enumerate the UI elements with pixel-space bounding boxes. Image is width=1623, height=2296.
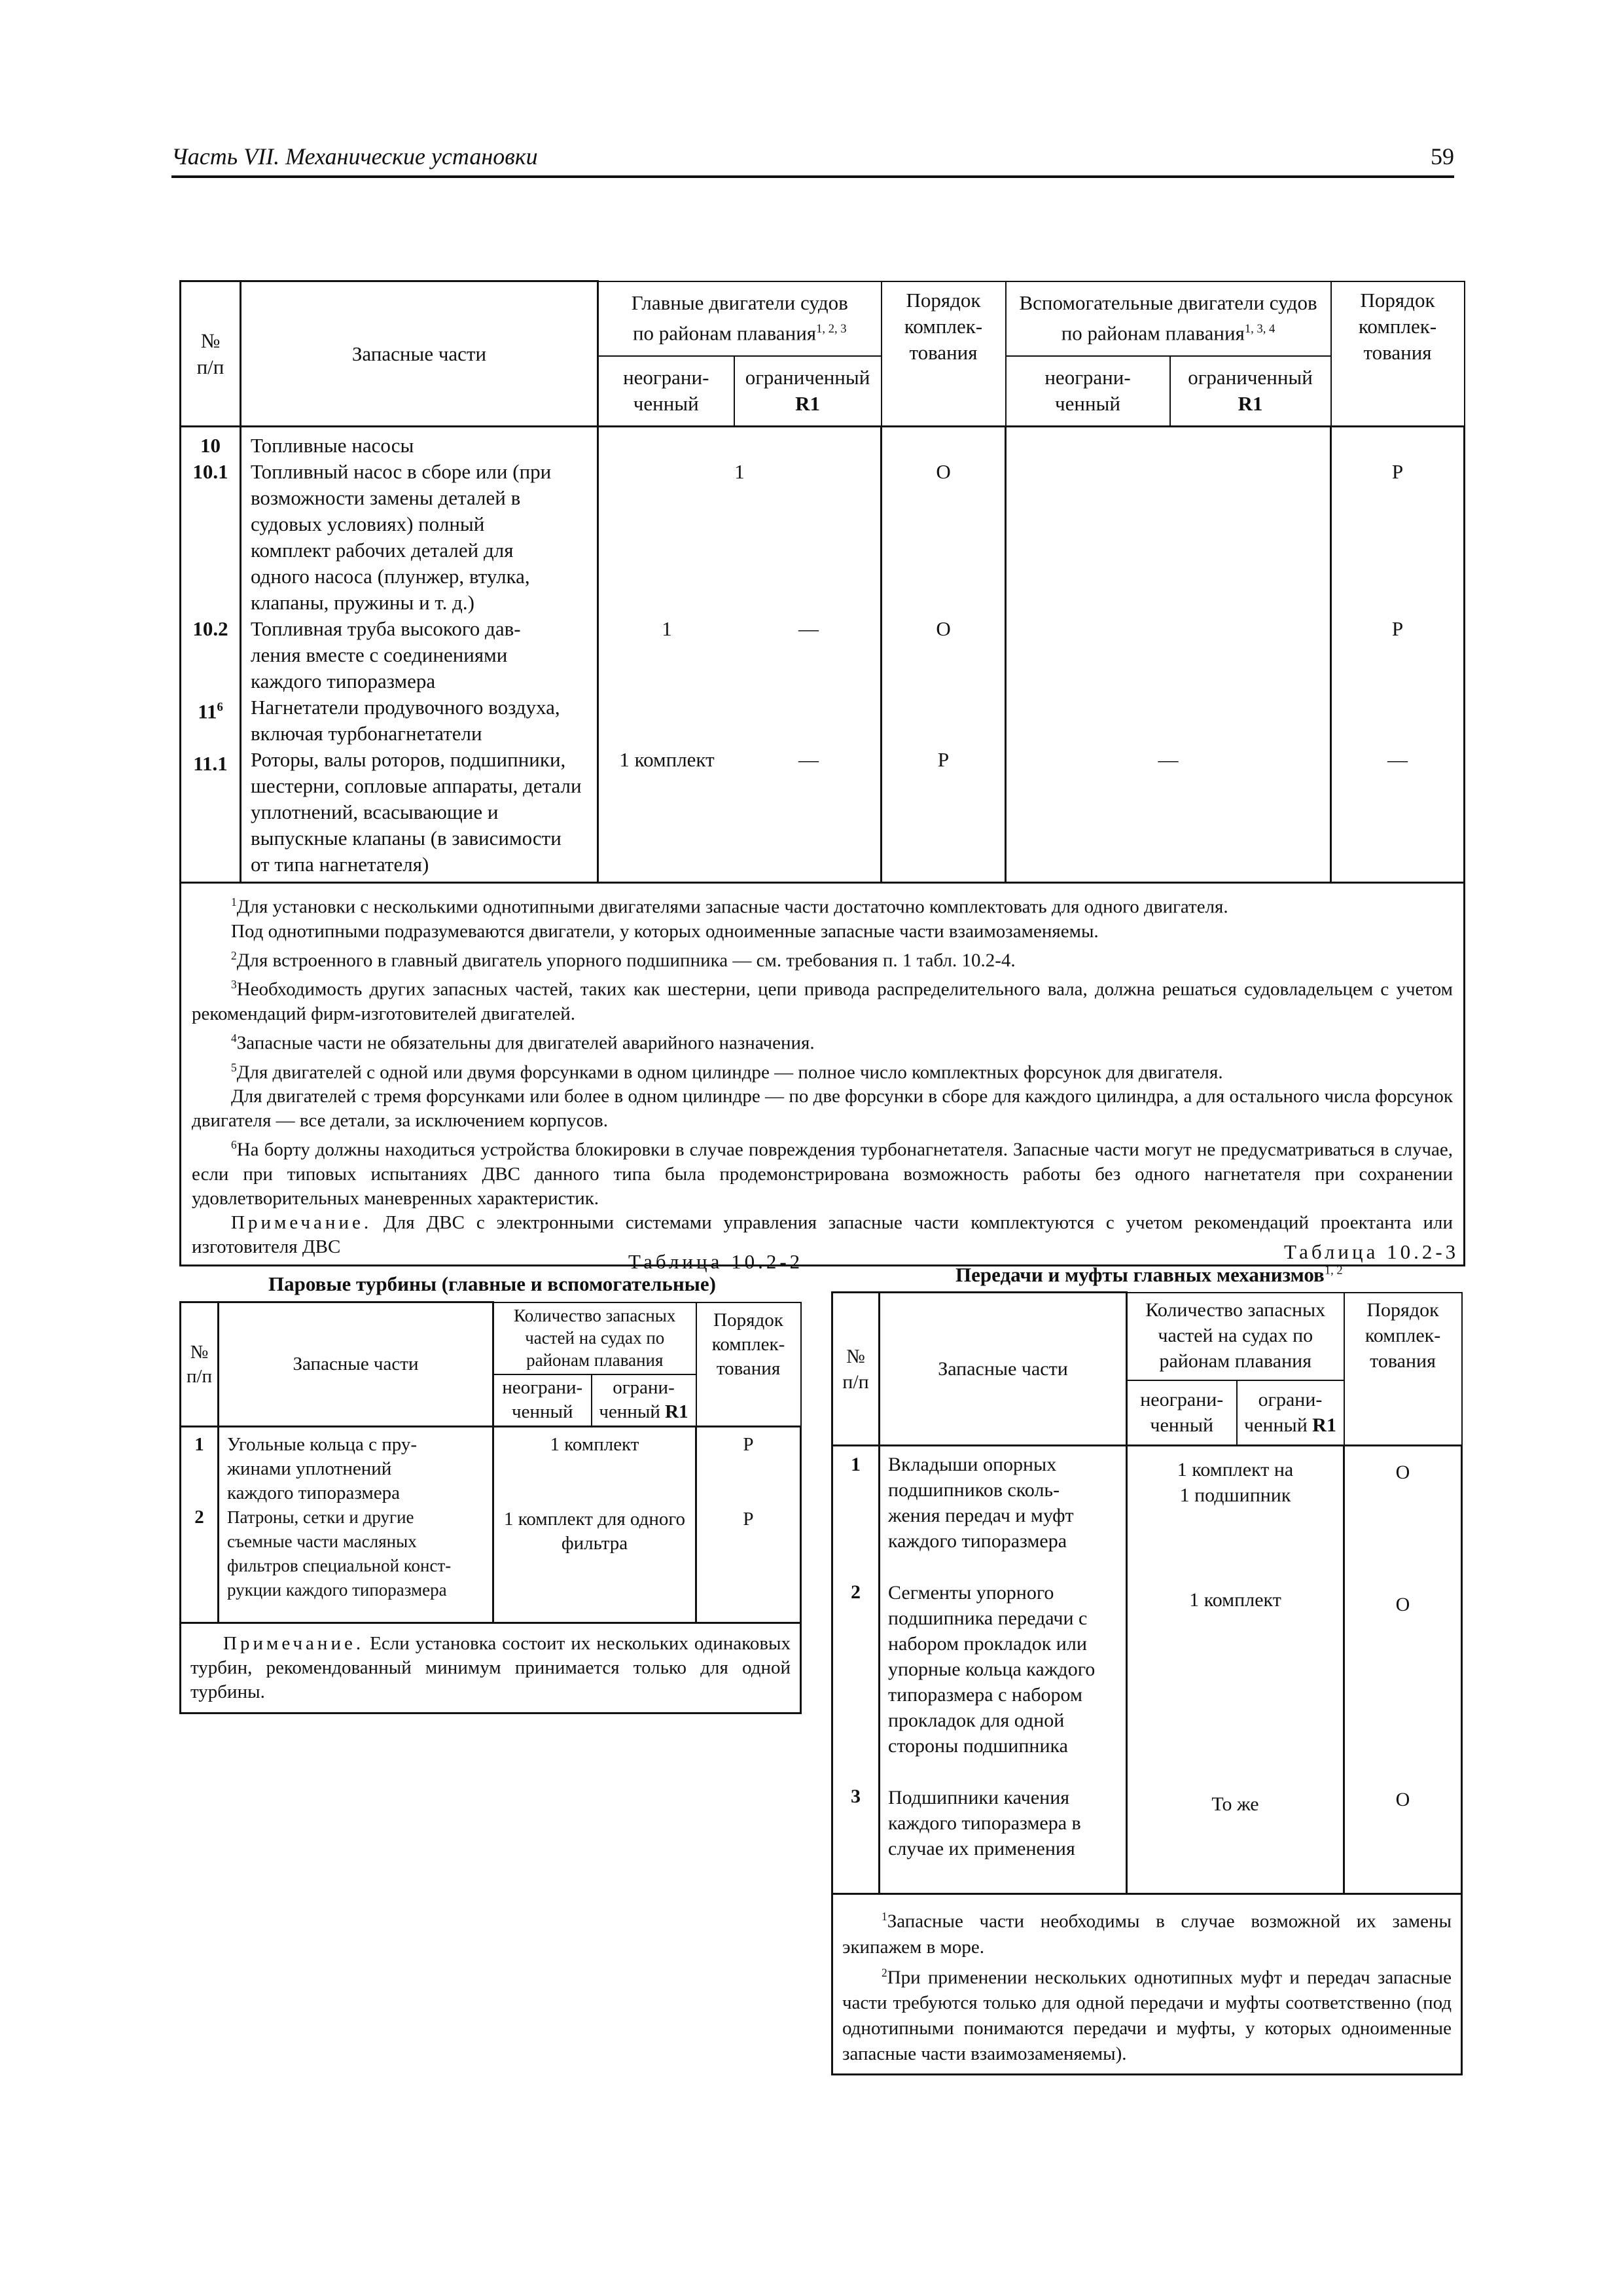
r101-order-aux: Р — [1391, 460, 1404, 483]
row-numbers-cell — [832, 1446, 880, 1894]
gears-couplings-spare-parts-table — [831, 1291, 1463, 2075]
row-2-line: типоразмера с набором — [888, 1684, 1082, 1706]
footnotes-cell — [181, 1623, 801, 1713]
header-rule — [171, 175, 1454, 178]
row-1-qty: 1 комплект на 1 подшипник — [1177, 1459, 1294, 1506]
row-number-2: 2 — [194, 1507, 204, 1528]
row-2-line: упорные кольца каждого — [888, 1659, 1096, 1680]
col-header-order-aux: Порядок комплек- тования — [1331, 281, 1465, 427]
row-11-1-line: шестерни, сопловые аппараты, детали — [251, 774, 582, 797]
row-10-2-line: Топливная труба высокого дав- — [251, 617, 521, 640]
r101-main-qty: 1 — [734, 460, 745, 483]
row-1-order: Р — [743, 1434, 754, 1455]
row-2-qty: 1 комплект — [1189, 1589, 1281, 1611]
engine-spare-parts-table — [179, 280, 1465, 1266]
row-2-line: прокладок для одной — [888, 1710, 1065, 1731]
row-3-line: Подшипники качения — [888, 1787, 1070, 1808]
col-header-order: Порядок комплек- тования — [1344, 1293, 1462, 1446]
r111-order-aux: — — [1387, 748, 1408, 771]
col-header-limited-aux: ограниченный R1 — [1170, 356, 1331, 427]
row-2-text — [227, 1505, 487, 1602]
row-10-2-text — [251, 616, 592, 694]
row-number-11-1: 11.1 — [193, 752, 228, 776]
col-header-limited: ограни- ченный R1 — [1237, 1380, 1344, 1446]
footnote: $^3$Необходимость других запасных частей, таких как шестерни, цепи привода распределительного вала, должна решаться судовладельцем с учетом рекомендаций фирм-изготовителей двигателей. — [192, 978, 1454, 1024]
order-main-values-cell — [882, 427, 1006, 883]
table-header-row — [181, 1302, 801, 1374]
row-2-line: съемные части масляных — [227, 1532, 417, 1551]
table-body-row — [832, 1446, 1462, 1894]
row-number-1: 1 — [194, 1434, 204, 1455]
footnote: $^5$Для двигателей с одной или двумя форсунками в одном цилиндре — полное число комплектных форсунок для двигателя. — [231, 1060, 1223, 1083]
r111-order-main: Р — [937, 748, 950, 771]
row-3-order: О — [1395, 1789, 1410, 1810]
row-10-1-line: Топливный насос в сборе или (при — [251, 460, 552, 483]
main-engines-values-cell — [598, 427, 882, 883]
col-header-number: № п/п — [181, 1302, 219, 1427]
note — [181, 1624, 800, 1712]
order-values-cell — [1344, 1446, 1462, 1894]
row-11-1-text — [251, 747, 592, 878]
row-2-qty: 1 комплект для одного фильтра — [503, 1509, 686, 1554]
row-1-order: О — [1395, 1462, 1410, 1483]
row-number-11: $11^6$ — [198, 700, 223, 723]
col-header-quantity: Количество запасных частей на судах по районам плавания — [493, 1302, 696, 1374]
footnote: $^2$Для встроенного в главный двигатель упорного подшипника — см. требования п. 1 табл. 10.2-4. — [231, 948, 1016, 971]
col-header-unlimited: неограни- ченный — [1127, 1380, 1237, 1446]
row-3-line: каждого типоразмера в — [888, 1812, 1081, 1834]
col-header-parts: Запасные части — [219, 1302, 493, 1427]
col-header-main-engines: Главные двигатели судов по районам плавания$^{1, 2, 3}$ — [598, 281, 882, 356]
footnote: Для двигателей с тремя форсунками или более в одном цилиндре — по две форсунки в сборе для каждого цилиндра, а для остального числа форсунок двигателя — все детали, за исключением корпусов. — [192, 1086, 1454, 1132]
row-10-text: Топливные насосы — [251, 434, 414, 457]
row-10-1-line: одного насоса (плунжер, втулка, — [251, 565, 530, 588]
row-1-text — [227, 1433, 487, 1505]
col-header-unlimited: неограни- ченный — [598, 356, 734, 427]
row-2-text — [888, 1580, 1120, 1759]
row-10-2-line: ления вместе с соединениями — [251, 643, 508, 666]
row-11-line: Нагнетатели продувочного воздуха, — [251, 696, 560, 719]
r111-limited-qty: — — [798, 748, 819, 771]
row-10-1-line: комплект рабочих деталей для — [251, 539, 514, 562]
row-2-line: стороны подшипника — [888, 1735, 1068, 1757]
running-header-title: Часть VII. Механические установки — [171, 143, 538, 170]
col-header-number: № п/п — [181, 281, 241, 427]
col-header-order: Порядок комплек- тования — [696, 1302, 801, 1427]
row-11-line: включая турбонагнетатели — [251, 722, 482, 745]
footnotes — [833, 1895, 1461, 2073]
row-11-1-line: уплотнений, всасывающие и — [251, 800, 499, 823]
footnote: $^6$На борту должны находиться устройства блокировки в случае повреждения турбонагнетателя. Запасные части могут не предусматриваться в случае, если при типовых испытаниях ДВС данного типа была продемонстрирована возможность работы без одного нагнетателя при сохранении удовлетворительных маневренных характеристик. — [192, 1138, 1454, 1209]
row-numbers-cell — [181, 1427, 219, 1623]
row-3-line: случае их применения — [888, 1838, 1075, 1859]
footnote: $^1$Для установки с несколькими однотипными двигателями запасные части достаточно комплектовать для одного двигателя. — [231, 895, 1228, 918]
row-1-text — [888, 1452, 1120, 1554]
row-descriptions-cell — [880, 1446, 1127, 1894]
row-10-2-line: каждого типоразмера — [251, 670, 436, 692]
footnotes — [181, 884, 1463, 1265]
footnote: $^2$При применении нескольких однотипных муфт и передач запасные части требуются только для одной передачи и муфты соответственно (под однотипными понимаются передачи и муфты, у которых одноименные запасные части взаимозаменяемы). — [842, 1965, 1452, 2065]
footnote: $^1$Запасные части необходимы в случае возможной их замены экипажем в море. — [842, 1910, 1452, 1958]
row-2-order: О — [1395, 1594, 1410, 1615]
row-2-line: подшипника передачи с — [888, 1607, 1088, 1629]
note-label: Примечание. — [231, 1211, 372, 1233]
row-11-1-line: выпускные клапаны (в зависимости — [251, 827, 562, 850]
row-1-qty: 1 комплект — [550, 1434, 639, 1455]
col-header-order-main: Порядок комплек- тования — [882, 281, 1006, 427]
row-3-text — [888, 1785, 1120, 1861]
row-2-line: фильтров специальной конст- — [227, 1556, 452, 1575]
row-2-line: Сегменты упорного — [888, 1582, 1054, 1604]
row-10-1-line: возможности замены деталей в — [251, 486, 521, 509]
col-header-parts: Запасные части — [880, 1293, 1127, 1446]
r102-limited-qty: — — [798, 617, 819, 640]
col-header-limited: ограни- ченный R1 — [592, 1374, 696, 1427]
note-label: Примечание. — [223, 1633, 365, 1654]
footnote: $^4$Запасные части не обязательны для двигателей аварийного назначения. — [231, 1031, 815, 1054]
row-number-3: 3 — [851, 1785, 861, 1807]
table-header-row — [181, 281, 1465, 356]
footnote: Под однотипными подразумеваются двигатели, у которых одноименные запасные части взаимозаменяемы. — [231, 920, 1099, 942]
row-number-10-1: 10.1 — [192, 460, 228, 483]
r102-order-main: О — [936, 617, 951, 640]
r102-unlimited-qty: 1 — [662, 617, 672, 640]
aux-engines-values-cell — [1006, 427, 1331, 883]
row-number-10: 10 — [200, 434, 221, 457]
row-2-order: Р — [743, 1509, 754, 1530]
row-2-line: рукции каждого типоразмера — [227, 1580, 447, 1600]
note-text: Если установка состоит их нескольких одинаковых турбин, рекомендованный минимум принимается только для одной турбины. — [190, 1633, 791, 1702]
table-10-2-2-title: Паровые турбины (главные и вспомогательные) — [268, 1272, 716, 1295]
row-numbers-cell — [181, 427, 241, 883]
footnotes-cell — [832, 1894, 1462, 2075]
row-3-qty: То же — [1211, 1793, 1259, 1815]
row-number-1: 1 — [851, 1454, 861, 1475]
row-number-2: 2 — [851, 1581, 861, 1603]
order-values-cell — [696, 1427, 801, 1623]
footnotes-row — [181, 883, 1465, 1266]
row-11-1-line: от типа нагнетателя) — [251, 853, 429, 876]
row-1-line: жения передач и муфт — [888, 1505, 1074, 1526]
order-aux-values-cell — [1331, 427, 1465, 883]
row-number-10-2: 10.2 — [192, 617, 228, 640]
table-10-2-2-caption: Таблица 10.2-2 — [628, 1250, 804, 1273]
row-2-line: Патроны, сетки и другие — [227, 1507, 414, 1527]
row-1-line: Угольные кольца с пру- — [227, 1434, 418, 1455]
row-10-1-line: судовых условиях) полный — [251, 512, 485, 535]
r111-aux-qty: — — [1158, 748, 1179, 771]
col-header-unlimited-aux: неограни- ченный — [1006, 356, 1170, 427]
table-body-row — [181, 427, 1465, 883]
footnotes-cell — [181, 883, 1465, 1266]
table-10-2-3-title: Передачи и муфты главных механизмов$^{1, 2}$ — [955, 1263, 1343, 1286]
table-10-2-3-caption: Таблица 10.2-3 — [1284, 1240, 1459, 1263]
quantity-values-cell — [1127, 1446, 1344, 1894]
r102-order-aux: Р — [1391, 617, 1404, 640]
footnotes-row — [181, 1623, 801, 1713]
steam-turbine-spare-parts-table — [179, 1301, 802, 1714]
footnotes-row — [832, 1894, 1462, 2075]
row-10-1-text — [251, 459, 592, 616]
row-1-line: подшипников сколь- — [888, 1479, 1060, 1501]
row-11-1-line: Роторы, валы роторов, подшипники, — [251, 748, 566, 771]
col-header-number: № п/п — [832, 1293, 880, 1446]
row-2-line: набором прокладок или — [888, 1633, 1087, 1655]
row-10-1-line: клапаны, пружины и т. д.) — [251, 591, 474, 614]
row-descriptions-cell — [219, 1427, 493, 1623]
page-number: 59 — [1431, 143, 1454, 170]
row-11-text — [251, 694, 592, 747]
col-header-limited: ограниченный R1 — [734, 356, 882, 427]
table-body-row — [181, 1427, 801, 1623]
note: Примечание. Для ДВС с электронными системами управления запасные части комплектуются с учетом рекомендаций проектанта или изготовителя ДВС — [192, 1211, 1454, 1257]
row-1-line: каждого типоразмера — [227, 1482, 400, 1503]
row-1-line: каждого типоразмера — [888, 1530, 1067, 1552]
col-header-aux-engines: Вспомогательные двигатели судов по районам плавания$^{1, 3, 4}$ — [1006, 281, 1331, 356]
row-1-line: жинами уплотнений — [227, 1458, 392, 1479]
row-1-line: Вкладыши опорных — [888, 1454, 1057, 1475]
col-header-parts: Запасные части — [241, 281, 598, 427]
r111-unlimited-qty: 1 комплект — [619, 748, 715, 771]
r101-order-main: О — [936, 460, 951, 483]
table-header-row — [832, 1293, 1462, 1380]
quantity-values-cell — [493, 1427, 696, 1623]
row-descriptions-cell — [241, 427, 598, 883]
col-header-unlimited: неограни- ченный — [493, 1374, 592, 1427]
col-header-quantity: Количество запасных частей на судах по районам плавания — [1127, 1293, 1344, 1380]
